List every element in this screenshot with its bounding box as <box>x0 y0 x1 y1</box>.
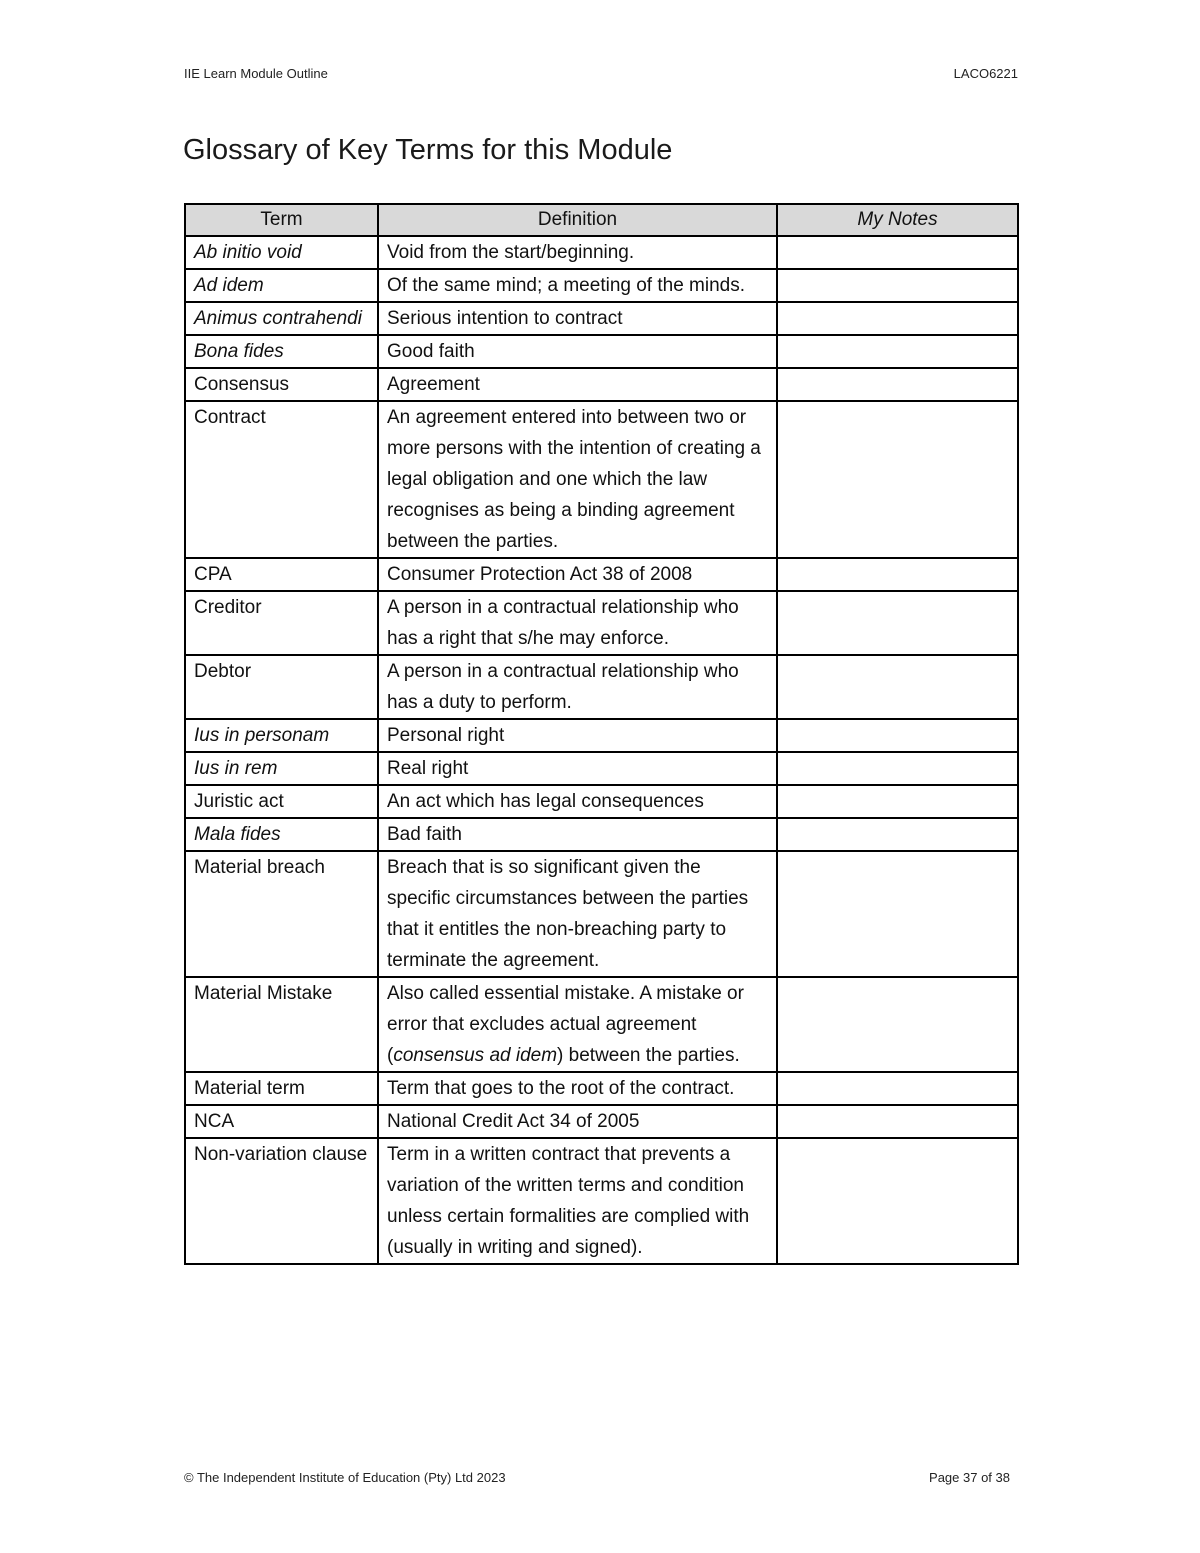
term-cell: Contract <box>185 401 378 558</box>
term-cell: Material term <box>185 1072 378 1105</box>
table-row <box>185 591 1018 655</box>
definition-cell: Of the same mind; a meeting of the minds. <box>378 269 777 302</box>
my-notes-cell[interactable] <box>777 269 1018 302</box>
table-row <box>185 719 1018 752</box>
term-cell: Consensus <box>185 368 378 401</box>
table-row <box>185 558 1018 591</box>
term-cell: Non-variation clause <box>185 1138 378 1264</box>
column-header-term: Term <box>185 204 378 236</box>
term-cell: Ius in rem <box>185 752 378 785</box>
my-notes-cell[interactable] <box>777 752 1018 785</box>
definition-italic-phrase: consensus ad idem <box>393 1045 558 1066</box>
definition-cell: Void from the start/beginning. <box>378 236 777 269</box>
table-row <box>185 302 1018 335</box>
term-cell: Creditor <box>185 591 378 655</box>
my-notes-cell[interactable] <box>777 591 1018 655</box>
term-cell: Ad idem <box>185 269 378 302</box>
term-cell: Juristic act <box>185 785 378 818</box>
page-header <box>184 66 1018 81</box>
my-notes-cell[interactable] <box>777 401 1018 558</box>
glossary-body <box>185 236 1018 1264</box>
definition-cell: Real right <box>378 752 777 785</box>
definition-cell: Agreement <box>378 368 777 401</box>
term-cell: Material Mistake <box>185 977 378 1072</box>
term-cell: Bona fides <box>185 335 378 368</box>
my-notes-cell[interactable] <box>777 1138 1018 1264</box>
module-outline-label: IIE Learn Module Outline <box>184 66 328 81</box>
my-notes-cell[interactable] <box>777 1072 1018 1105</box>
copyright-notice: © The Independent Institute of Education (Pty) Ltd 2023 <box>184 1470 506 1485</box>
definition-cell: National Credit Act 34 of 2005 <box>378 1105 777 1138</box>
table-row <box>185 335 1018 368</box>
definition-cell: Good faith <box>378 335 777 368</box>
definition-cell: Consumer Protection Act 38 of 2008 <box>378 558 777 591</box>
my-notes-cell[interactable] <box>777 302 1018 335</box>
term-cell: Ab initio void <box>185 236 378 269</box>
definition-cell: An act which has legal consequences <box>378 785 777 818</box>
table-row <box>185 368 1018 401</box>
term-cell: Ius in personam <box>185 719 378 752</box>
my-notes-cell[interactable] <box>777 785 1018 818</box>
table-row <box>185 818 1018 851</box>
my-notes-cell[interactable] <box>777 655 1018 719</box>
table-row <box>185 1105 1018 1138</box>
definition-cell: An agreement entered into between two or more persons with the intention of creating a legal obligation and one which the law recognises as being a binding agreement between the parties. <box>378 401 777 558</box>
page-number: Page 37 of 38 <box>929 1470 1010 1485</box>
definition-cell: Personal right <box>378 719 777 752</box>
column-header-definition: Definition <box>378 204 777 236</box>
table-row <box>185 851 1018 977</box>
table-row <box>185 269 1018 302</box>
table-row <box>185 977 1018 1072</box>
term-cell: Debtor <box>185 655 378 719</box>
definition-cell: Bad faith <box>378 818 777 851</box>
table-row <box>185 1072 1018 1105</box>
my-notes-cell[interactable] <box>777 558 1018 591</box>
definition-cell: Term that goes to the root of the contract. <box>378 1072 777 1105</box>
my-notes-cell[interactable] <box>777 977 1018 1072</box>
my-notes-cell[interactable] <box>777 368 1018 401</box>
definition-cell: A person in a contractual relationship who has a right that s/he may enforce. <box>378 591 777 655</box>
table-row <box>185 401 1018 558</box>
definition-cell: Serious intention to contract <box>378 302 777 335</box>
page-footer <box>184 1470 1010 1485</box>
table-row <box>185 655 1018 719</box>
table-header-row <box>185 204 1018 236</box>
table-row <box>185 752 1018 785</box>
column-header-my-notes: My Notes <box>777 204 1018 236</box>
term-cell: Material breach <box>185 851 378 977</box>
my-notes-cell[interactable] <box>777 719 1018 752</box>
page-title: Glossary of Key Terms for this Module <box>183 134 673 166</box>
module-code: LACO6221 <box>953 66 1018 81</box>
definition-cell: Term in a written contract that prevents a variation of the written terms and condition unless certain formalities are complied with (usually in writing and signed). <box>378 1138 777 1264</box>
term-cell: CPA <box>185 558 378 591</box>
my-notes-cell[interactable] <box>777 818 1018 851</box>
glossary-table <box>184 203 1019 1265</box>
table-row <box>185 236 1018 269</box>
definition-cell: Breach that is so significant given the specific circumstances between the parties that it entitles the non-breaching party to terminate the agreement. <box>378 851 777 977</box>
definition-cell: Also called essential mistake. A mistake or error that excludes actual agreement (consensus ad idem) between the parties. <box>378 977 777 1072</box>
my-notes-cell[interactable] <box>777 851 1018 977</box>
definition-cell: A person in a contractual relationship who has a duty to perform. <box>378 655 777 719</box>
term-cell: Mala fides <box>185 818 378 851</box>
table-row <box>185 785 1018 818</box>
my-notes-cell[interactable] <box>777 1105 1018 1138</box>
my-notes-cell[interactable] <box>777 335 1018 368</box>
term-cell: NCA <box>185 1105 378 1138</box>
table-row <box>185 1138 1018 1264</box>
my-notes-cell[interactable] <box>777 236 1018 269</box>
term-cell: Animus contrahendi <box>185 302 378 335</box>
